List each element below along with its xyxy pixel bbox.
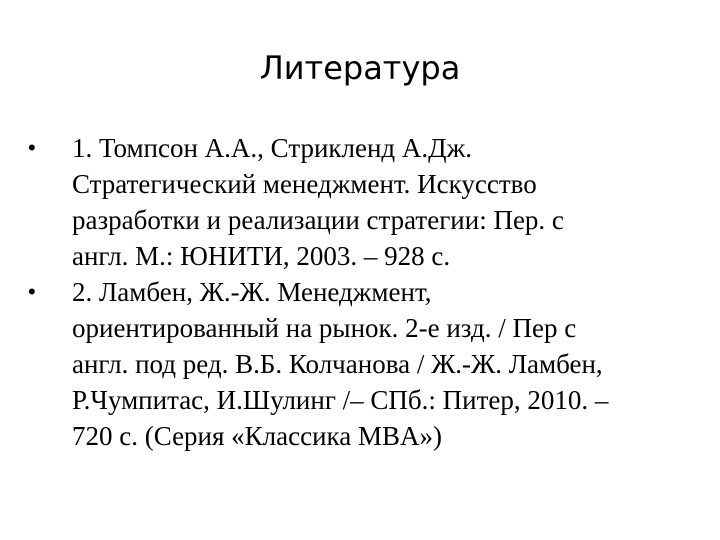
- bullet-icon: •: [28, 279, 36, 304]
- reference-line: 2. Ламбен, Ж.-Ж. Менеджмент,: [72, 277, 432, 307]
- reference-line: разработки и реализации стратегии: Пер. с: [72, 205, 564, 235]
- reference-line: ориентированный на рынок. 2-е изд. / Пер с: [72, 313, 577, 343]
- reference-line: 720 с. (Серия «Классика MBA»): [72, 421, 442, 451]
- reference-line: англ. М.: ЮНИТИ, 2003. – 928 с.: [72, 241, 451, 271]
- bullet-icon: •: [28, 135, 36, 160]
- reference-line: Р.Чумпитас, И.Шулинг /– СПб.: Питер, 2010. –: [72, 385, 609, 415]
- slide-title: Литература: [259, 49, 461, 87]
- reference-item-2: [22, 274, 682, 454]
- reference-list: [22, 130, 682, 454]
- reference-line: Стратегический менеджмент. Искусство: [72, 169, 537, 199]
- reference-line: 1. Томпсон А.А., Стрикленд А.Дж.: [72, 133, 472, 163]
- reference-line: англ. под ред. В.Б. Колчанова / Ж.-Ж. Ламбен,: [72, 349, 603, 379]
- reference-item-1: [22, 130, 682, 274]
